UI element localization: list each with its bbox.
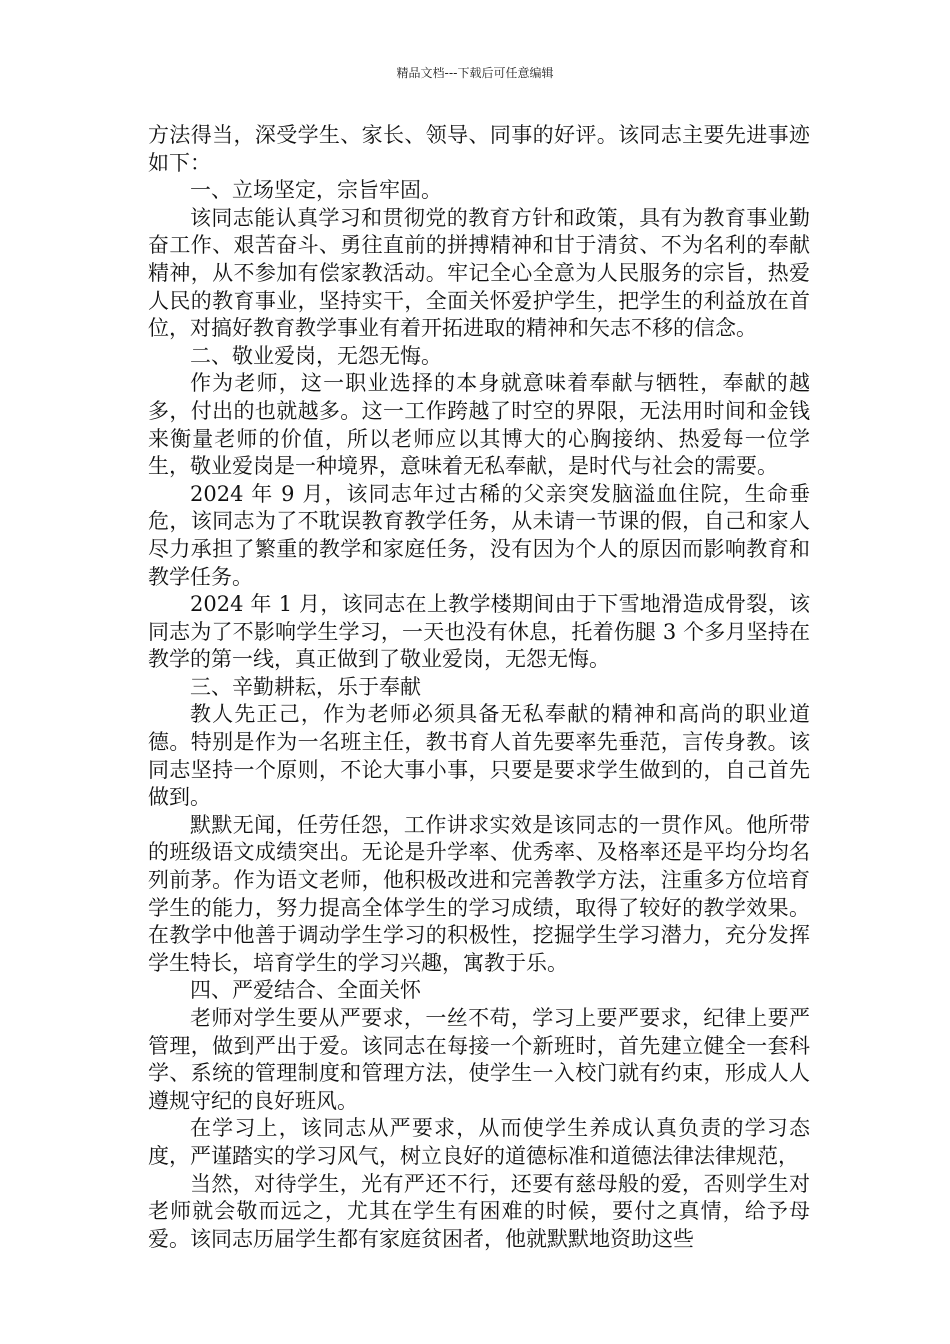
paragraph: 教人先正己，作为老师必须具备无私奉献的精神和高尚的职业道德。特别是作为一名班主任，教书育人首先要率先垂范，言传身教。该同志坚持一个原则，不论大事小事，只要是要求学生做到的，自己首先做到。 — [148, 702, 810, 810]
section-heading: 三、辛勤耕耘，乐于奉献 — [190, 674, 421, 699]
page-header: 精品文档---下载后可任意编辑 — [396, 66, 554, 80]
section-heading: 四、严爱结合、全面关怀 — [190, 978, 421, 1003]
paragraph: 方法得当，深受学生、家长、领导、同事的好评。该同志主要先进事迹如下： — [148, 123, 810, 175]
section-heading: 一、立场坚定，宗旨牢固。 — [190, 178, 442, 203]
paragraph: 作为老师，这一职业选择的本身就意味着奉献与牺牲，奉献的越多，付出的也就越多。这一工作跨越了时空的界限，无法用时间和金钱来衡量老师的价值，所以老师应以其博大的心胸接纳、热爱每一位学生，敬业爱岗是一种境界，意味着无私奉献，是时代与社会的需要。 — [148, 371, 810, 479]
paragraph: 2024 年 1 月，该同志在上教学楼期间由于下雪地滑造成骨裂，该同志为了不影响学生学习，一天也没有休息，托着伤腿 3 个多月坚持在教学的第一线，真正做到了敬业爱岗，无怨无悔。 — [148, 592, 810, 672]
section-heading: 二、敬业爱岗，无怨无悔。 — [190, 343, 442, 368]
paragraph: 2024 年 9 月，该同志年过古稀的父亲突发脑溢血住院，生命垂危，该同志为了不耽误教育教学任务，从未请一节课的假，自己和家人尽力承担了繁重的教学和家庭任务，没有因为个人的原因而影响教育和教学任务。 — [148, 481, 810, 589]
paragraph: 当然，对待学生，光有严还不行，还要有慈母般的爱，否则学生对老师就会敬而远之，尤其在学生有困难的时候，要付之真情，给予母爱。该同志历届学生都有家庭贫困者，他就默默地资助这些 — [148, 1171, 810, 1251]
paragraph: 老师对学生要从严要求，一丝不苟，学习上要严要求，纪律上要严管理，做到严出于爱。该同志在每接一个新班时，首先建立健全一套科学、系统的管理制度和管理方法，使学生一入校门就有约束，形成人人遵规守纪的良好班风。 — [148, 1006, 810, 1113]
paragraph: 该同志能认真学习和贯彻党的教育方针和政策，具有为教育事业勤奋工作、艰苦奋斗、勇往直前的拼搏精神和甘于清贫、不为名利的奉献精神，从不参加有偿家教活动。牢记全心全意为人民服务的宗旨，热爱人民的教育事业，坚持实干，全面关怀爱护学生，把学生的利益放在首位，对搞好教育教学事业有着开拓进取的精神和矢志不移的信念。 — [148, 205, 810, 341]
paragraph: 默默无闻，任劳任怨，工作讲求实效是该同志的一贯作风。他所带的班级语文成绩突出。无论是升学率、优秀率、及格率还是平均分均名列前茅。作为语文老师，他积极改进和完善教学方法，注重多方位培育学生的能力，努力提高全体学生的学习成绩，取得了较好的教学效果。在教学中他善于调动学生学习的积极性，挖掘学生学习潜力，充分发挥学生特长，培育学生的学习兴趣，寓教于乐。 — [148, 812, 810, 975]
paragraph: 在学习上，该同志从严要求，从而使学生养成认真负责的学习态度，严谨踏实的学习风气，树立良好的道德标准和道德法律法律规范， — [148, 1116, 810, 1168]
document-body — [148, 122, 810, 1253]
